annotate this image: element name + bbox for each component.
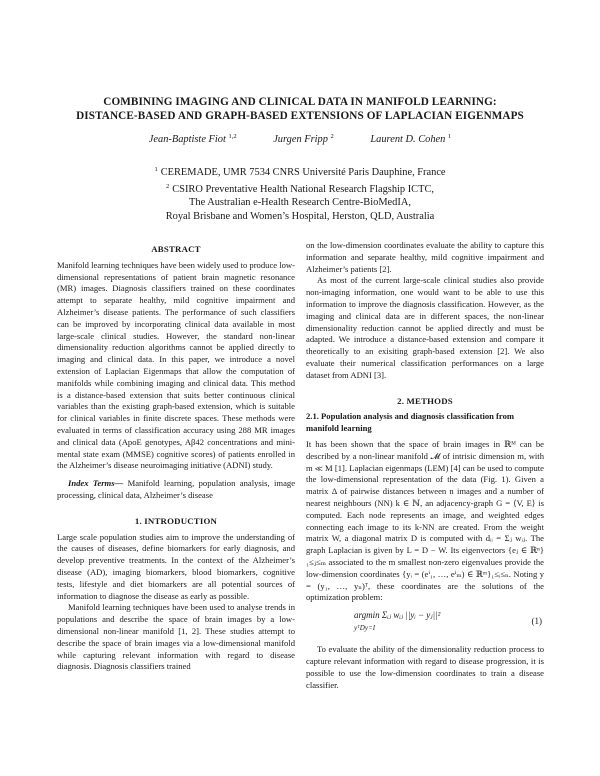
- index-terms: [57, 478, 295, 502]
- index-terms-label: Index Terms—: [68, 478, 124, 489]
- right-column: [306, 240, 544, 691]
- affiliation-2-marker: 2: [166, 182, 170, 190]
- equation-body: [354, 610, 440, 635]
- paper-title: [60, 95, 540, 123]
- introduction-paragraph-3: on the low-dimension coordinates evaluate the ability to capture this information and separate healthy, mild cognitive impairment and Alzheimer’s patients [2].: [306, 240, 544, 274]
- affiliation-1-marker: 1: [154, 166, 158, 173]
- equation-constraint: yᵀDy=I: [354, 623, 376, 632]
- author-2-affil: 2: [330, 133, 334, 140]
- author-2: [273, 134, 334, 145]
- affiliation-2-line-3: Royal Brisbane and Women’s Hospital, Herston, QLD, Australia: [165, 210, 435, 222]
- author-3-affil: 1: [447, 133, 452, 140]
- introduction-paragraph-4: As most of the current large-scale clinical studies also provide non-imaging information, one would want to be able to use this information to improve the diagnosis classification. However, as the imaging and clinical data are in different spaces, the non-linear dimensionality reduction cannot be applied directly and must be adapted. We introduce a distance-based extension and compare it theoretically to an exisiting graph-based extension [2]. We also evaluate their numerical classification performances on a large dataset from ADNI [3].: [306, 275, 544, 380]
- affiliation-1-text: CEREMADE, UMR 7534 CNRS Université Paris Dauphine, France: [160, 167, 446, 178]
- abstract-heading: ABSTRACT: [151, 244, 201, 254]
- introduction-paragraph-2: Manifold learning techniques have been used to analyse trends in populations and describe the space of brain images by a low-dimensional non-linear manifold [1, 2]. These studies attempt to describe the space of brain images via a low-dimensional manifold while capturing relevant information with regard to disease diagnosis. Diagnosis classifiers trained: [57, 602, 295, 672]
- methods-paragraph-2: To evaluate the ability of the dimensionality reduction process to capture relevant information with regard to disease progression, it is possible to use the low-dimension coordinates to train a disease classifier.: [306, 644, 544, 690]
- title-line-2: DISTANCE-BASED AND GRAPH-BASED EXTENSIONS OF LAPLACIAN EIGENMAPS: [76, 110, 524, 122]
- affiliation-2: [60, 180, 540, 197]
- author-2-name: Jurgen Fripp: [273, 134, 328, 145]
- introduction-paragraph-1: Large scale population studies aim to improve the understanding of the causes of diseases, define biomarkers for early diagnosis, and develop preventive treatments. In the context of the Alzheimer’s disease (AD), imaging biomarkers, blood biomarkers, cognitive tests, lifestyle and diet biomarkers are all potential sources of information to diagnose the disease as early as possible.: [57, 531, 295, 601]
- index-terms-text: Manifold learning, population analysis, image processing, clinical data, Alzheimer’s disease: [57, 478, 296, 500]
- methods-subheading: 2.1. Population analysis and diagnosis classification from manifold learning: [306, 411, 515, 434]
- methods-paragraph-1: It has been shown that the space of brain images in ℝᴹ can be described by a non-linear manifold 𝓜 of intrisic dimension m, with m ≪ M [1]. Laplacian eigenmaps (LEM) [4] can be used to compute the low-dimensional representation of the data (Fig. 1). Given a matrix Δ of pairwise distances between n images and a number of nearest neighbours (NN) k ∈ ℕ, an adjacency-graph G = ⟨V, E⟩ is computed. Each node represents an image, and weighted edges connecting each image to its k-NN are created. From the weight matrix W, a diagonal matrix D is computed with dᵢᵢ = Σⱼ wᵢⱼ. The graph Laplacian is given by L = D − W. Its eigenvectors {eⱼ ∈ ℝⁿ}₁≤ⱼ≤ₘ associated to the m smallest non-zero eigenvalues provide the low-dimension coordinates {yᵢ = (eⁱ₁, …, eⁱₘ) ∈ ℝᵐ}₁≤ᵢ≤ₙ. Noting y = (y₁, …, yₙ)ᵀ, these coordinates are the solutions of the optimization problem:: [306, 438, 544, 603]
- introduction-heading: 1. INTRODUCTION: [134, 515, 218, 526]
- equation-expression: argmin Σᵢⱼ wᵢⱼ ||yᵢ − yⱼ||²: [354, 610, 441, 621]
- author-1-name: Jean-Baptiste Fiot: [148, 134, 226, 145]
- left-column: [57, 240, 295, 673]
- methods-heading: 2. METHODS: [397, 395, 453, 406]
- title-line-1: COMBINING IMAGING AND CLINICAL DATA IN MANIFOLD LEARNING:: [103, 96, 497, 108]
- author-1-affil: 1,2: [228, 133, 237, 140]
- affiliation-2-line-2: The Australian e-Health Research Centre-BioMedIA,: [189, 197, 411, 208]
- equation-number: (1): [531, 616, 542, 627]
- author-3-name: Laurent D. Cohen: [370, 134, 446, 145]
- author-list: [60, 133, 540, 145]
- author-1: [149, 134, 237, 145]
- abstract-text: Manifold learning techniques have been widely used to produce low-dimensional representations of patient brain magnetic resonance (MR) images. Diagnosis classifiers trained on these coordinates attempt to separate healthy, mild cognitive impairment and Alzheimer’s disease patients. The performance of such classifiers can be improved by incorporating clinical data available in most large-scale clinical studies. However, the standard non-linear dimensionality reduction algorithms cannot be applied directly to imaging and clinical data. In this paper, we introduce a novel extension of Laplacian Eigenmaps that allow the computation of manifolds while combining imaging and clinical data. This method is a distance-based extension that suits better continuous clinical variables than the existing graph-based extension, which is suitable for clinical variables in finite discrete spaces. These methods were evaluated in terms of classification accuracy using 288 MR images and clinical data (ApoE genotypes, Aβ42 concentrations and mini-mental state exam (MMSE) cognitive scores) of patients enrolled in the Alzheimer’s disease neuroimaging initiative (ADNI) study.: [57, 259, 295, 471]
- equation-1: [306, 608, 544, 636]
- affiliations: [60, 163, 540, 223]
- affiliation-1: [60, 163, 540, 180]
- author-3: [370, 134, 451, 145]
- affiliation-2-text: CSIRO Preventative Health National Research Flagship ICTC,: [172, 183, 434, 195]
